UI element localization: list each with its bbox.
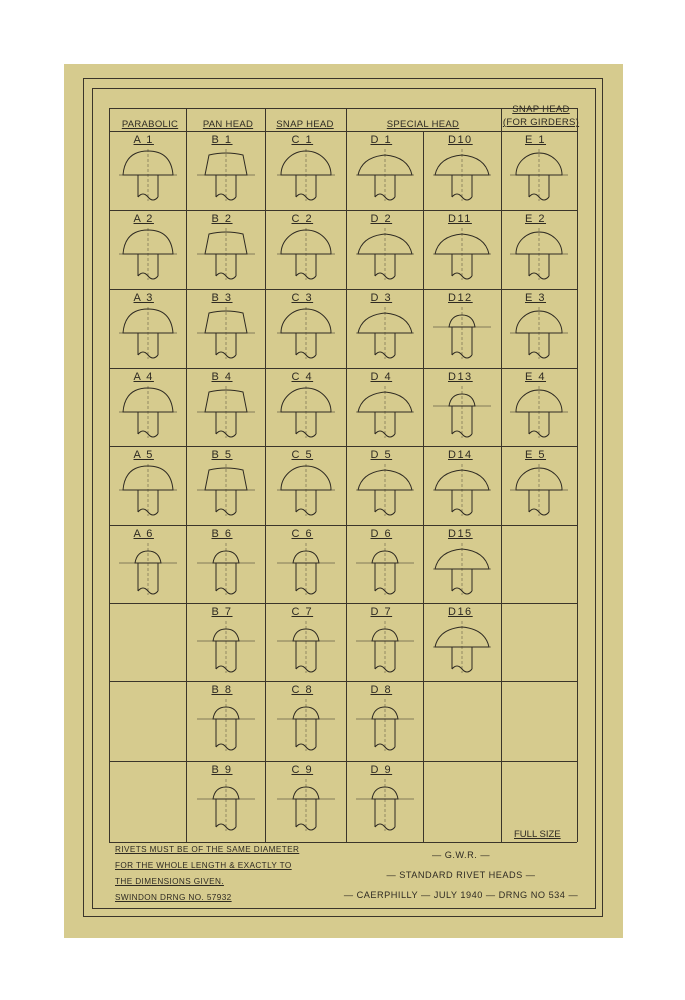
rivet-label: D13	[448, 371, 473, 383]
rivet-label: D12	[448, 292, 473, 304]
rivet-label: C 7	[291, 606, 314, 618]
rivet-label: D 2	[370, 213, 393, 225]
rivet-drawing	[350, 305, 420, 361]
rivet-drawing	[191, 541, 261, 597]
rivet-label: B 2	[211, 213, 233, 225]
rivet-drawing	[271, 226, 341, 282]
rivet-drawing	[427, 619, 497, 675]
grid-hline	[109, 603, 577, 604]
rivet-drawing	[113, 226, 183, 282]
rivet-drawing	[427, 226, 497, 282]
rivet-drawing	[350, 619, 420, 675]
rivet-label: C 8	[291, 684, 314, 696]
rivet-drawing	[113, 305, 183, 361]
rivet-drawing	[350, 462, 420, 518]
rivet-drawing	[350, 541, 420, 597]
rivet-drawing	[271, 147, 341, 203]
rivet-label: B 7	[211, 606, 233, 618]
grid-hline	[109, 131, 577, 132]
rivet-label: D11	[448, 213, 472, 225]
rivet-label: D10	[448, 134, 473, 146]
grid-hline	[109, 210, 577, 211]
rivet-label: C 9	[291, 764, 314, 776]
rivet-drawing	[504, 226, 574, 282]
rivet-label: E 3	[525, 292, 547, 304]
rivet-label: D15	[448, 528, 473, 540]
rivet-drawing	[271, 462, 341, 518]
grid-vline	[423, 131, 424, 842]
rivet-label: D14	[448, 449, 473, 461]
rivet-label: C 5	[291, 449, 314, 461]
rivet-drawing	[504, 384, 574, 440]
rivet-drawing	[504, 305, 574, 361]
rivet-label: B 6	[211, 528, 233, 540]
rivet-drawing	[350, 147, 420, 203]
rivet-label: E 5	[525, 449, 547, 461]
grid-hline	[109, 525, 577, 526]
rivet-drawing	[427, 462, 497, 518]
rivet-label: D 5	[370, 449, 393, 461]
grid-hline	[109, 842, 577, 843]
rivet-drawing	[113, 147, 183, 203]
rivet-label: D 1	[370, 134, 393, 146]
rivet-drawing	[427, 147, 497, 203]
note-line-3: THE DIMENSIONS GIVEN.	[115, 877, 224, 886]
grid-vline	[186, 108, 187, 842]
drawing-sheet	[64, 64, 623, 938]
rivet-drawing	[271, 697, 341, 753]
rivet-drawing	[191, 777, 261, 833]
rivet-label: E 2	[525, 213, 547, 225]
grid-vline	[109, 108, 110, 842]
rivet-label: D 8	[370, 684, 393, 696]
rivet-label: D16	[448, 606, 473, 618]
title-caerphilly-date: — CAERPHILLY — JULY 1940 — DRNG NO 534 —	[343, 890, 579, 900]
rivet-label: B 4	[211, 371, 233, 383]
rivet-drawing	[113, 462, 183, 518]
rivet-label: C 4	[291, 371, 314, 383]
rivet-label: A 3	[133, 292, 154, 304]
rivet-drawing	[271, 541, 341, 597]
grid-vline	[501, 108, 502, 842]
rivet-drawing	[427, 541, 497, 597]
grid-vline	[577, 108, 578, 842]
rivet-label: A 2	[133, 213, 154, 225]
rivet-drawing	[271, 305, 341, 361]
header-snap-head: SNAP HEAD	[276, 119, 334, 130]
rivet-drawing	[350, 226, 420, 282]
rivet-drawing	[113, 384, 183, 440]
rivet-label: A 4	[133, 371, 154, 383]
grid-hline	[109, 368, 577, 369]
rivet-drawing	[191, 147, 261, 203]
rivet-label: B 3	[211, 292, 233, 304]
rivet-label: D 3	[370, 292, 393, 304]
rivet-label: B 1	[211, 134, 233, 146]
title-standard-rivet-heads: — STANDARD RIVET HEADS —	[386, 870, 536, 880]
rivet-drawing	[504, 147, 574, 203]
rivet-drawing	[113, 541, 183, 597]
rivet-label: A 6	[133, 528, 154, 540]
note-line-2: FOR THE WHOLE LENGTH & EXACTLY TO	[115, 861, 292, 870]
rivet-drawing	[191, 619, 261, 675]
rivet-drawing	[191, 384, 261, 440]
grid-vline	[265, 108, 266, 842]
rivet-label: C 6	[291, 528, 314, 540]
title-gwr: — G.W.R. —	[431, 850, 491, 860]
rivet-drawing	[191, 226, 261, 282]
rivet-drawing	[504, 462, 574, 518]
rivet-drawing	[271, 619, 341, 675]
rivet-drawing	[427, 384, 497, 440]
rivet-drawing	[191, 305, 261, 361]
header-pan-head: PAN HEAD	[202, 119, 254, 130]
rivet-drawing	[427, 305, 497, 361]
rivet-label: D 6	[370, 528, 393, 540]
rivet-drawing	[271, 777, 341, 833]
rivet-label: D 4	[370, 371, 393, 383]
rivet-label: E 1	[525, 134, 547, 146]
grid-hline	[109, 289, 577, 290]
note-line-4: SWINDON DRNG NO. 57932	[115, 893, 232, 902]
header-special-head: SPECIAL HEAD	[386, 119, 460, 130]
rivet-label: D 7	[370, 606, 393, 618]
header-parabolic: PARABOLIC	[121, 119, 179, 130]
rivet-drawing	[350, 384, 420, 440]
rivet-label: D 9	[370, 764, 393, 776]
header-snap-head-girders: SNAP HEAD	[512, 104, 570, 115]
grid-vline	[346, 108, 347, 842]
rivet-label: B 9	[211, 764, 233, 776]
rivet-label: B 5	[211, 449, 233, 461]
rivet-drawing	[350, 697, 420, 753]
rivet-drawing	[271, 384, 341, 440]
header-for-girders: (FOR GIRDERS)	[502, 117, 580, 128]
grid-hline	[109, 681, 577, 682]
full-size-label: FULL SIZE	[514, 829, 561, 840]
rivet-drawing	[350, 777, 420, 833]
rivet-label: C 2	[291, 213, 314, 225]
rivet-label: A 1	[133, 134, 154, 146]
grid-hline	[109, 761, 577, 762]
note-line-1: RIVETS MUST BE OF THE SAME DIAMETER	[115, 845, 300, 854]
grid-hline	[109, 446, 577, 447]
rivet-drawing	[191, 697, 261, 753]
rivet-label: C 3	[291, 292, 314, 304]
rivet-label: A 5	[133, 449, 154, 461]
rivet-label: B 8	[211, 684, 233, 696]
rivet-drawing	[191, 462, 261, 518]
rivet-label: E 4	[525, 371, 547, 383]
rivet-label: C 1	[291, 134, 314, 146]
